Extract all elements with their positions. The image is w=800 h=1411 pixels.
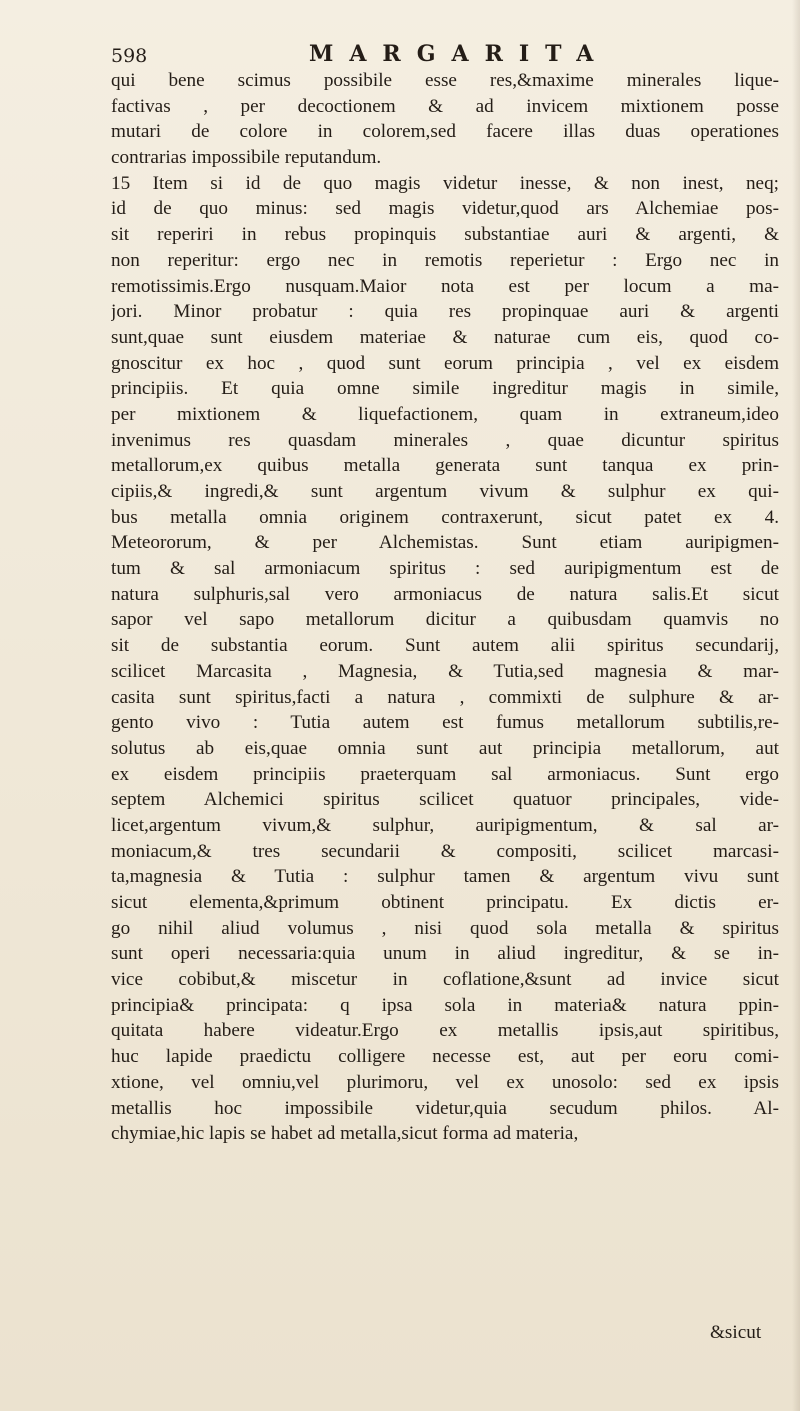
text-line: sapor vel sapo metallorum dicitur a quibusdam quamvis no — [111, 609, 779, 631]
text-line: per mixtionem & liquefactionem, quam in extraneum,ideo — [111, 403, 779, 425]
text-line: huc lapide praedictu colligere necesse est, aut per eoru comi- — [111, 1046, 779, 1068]
body-text — [111, 68, 779, 1147]
catchword: &sicut — [710, 1322, 762, 1343]
text-line: xtione, vel omniu,vel plurimoru, vel ex unosolo: sed ex ipsis — [111, 1071, 779, 1093]
text-line: non reperitur: ergo nec in remotis reperietur : Ergo nec in — [111, 249, 779, 271]
text-line: cipiis,& ingredi,& sunt argentum vivum & sulphur ex qui- — [111, 481, 779, 502]
text-line: sicut elementa,&primum obtinent principatu. Ex dictis er- — [111, 892, 779, 913]
text-line: casita sunt spiritus,facti a natura , commixti de sulphure & ar- — [111, 686, 779, 708]
text-line: scilicet Marcasita , Magnesia, & Tutia,sed magnesia & mar- — [111, 660, 779, 682]
page-number: 598 — [111, 45, 148, 67]
text-line: 15 Item si id de quo magis videtur inesse, & non inest, neq; — [111, 172, 779, 194]
text-line: metallis hoc impossibile videtur,quia secudum philos. Al- — [111, 1097, 779, 1119]
text-line: gento vivo : Tutia autem est fumus metallorum subtilis,re- — [111, 712, 779, 734]
text-line: moniacum,& tres secundarii & compositi, scilicet marcasi- — [111, 840, 779, 862]
text-line: ta,magnesia & Tutia : sulphur tamen & argentum vivu sunt — [111, 866, 779, 888]
text-line: ex eisdem principiis praeterquam sal armoniacus. Sunt ergo — [111, 763, 779, 785]
text-line: Meteororum, & per Alchemistas. Sunt etiam auripigmen- — [111, 532, 779, 554]
text-line: factivas , per decoctionem & ad invicem mixtionem posse — [111, 95, 779, 117]
text-line: qui bene scimus possibile esse res,&maxime minerales lique- — [111, 70, 779, 91]
text-line: vice cobibut,& miscetur in coflatione,&sunt ad invice sicut — [111, 969, 779, 991]
running-head: MARGARITA — [309, 41, 610, 67]
text-line: septem Alchemici spiritus scilicet quatuor principales, vide- — [111, 789, 779, 811]
text-line: id de quo minus: sed magis videtur,quod ars Alchemiae pos- — [111, 198, 779, 220]
text-line: solutus ab eis,quae omnia sunt aut principia metallorum, aut — [111, 737, 779, 759]
text-line: jori. Minor probatur : quia res propinquae auri & argenti — [111, 301, 779, 323]
text-line: go nihil aliud volumus , nisi quod sola metalla & spiritus — [111, 917, 779, 939]
text-line: contrarias impossibile reputandum. — [111, 147, 382, 169]
text-line: mutari de colore in colorem,sed facere illas duas operationes — [111, 121, 779, 143]
text-line: natura sulphuris,sal vero armoniacus de natura salis.Et sicut — [111, 583, 779, 605]
page-edge-shadow — [792, 0, 800, 1411]
text-line: bus metalla omnia originem contraxerunt, sicut patet ex 4. — [111, 506, 779, 528]
page-header — [111, 40, 751, 68]
text-line: quitata habere videatur.Ergo ex metallis ipsis,aut spiritibus, — [111, 1020, 779, 1042]
text-line: invenimus res quasdam minerales , quae dicuntur spiritus — [111, 429, 779, 451]
text-line: gnoscitur ex hoc , quod sunt eorum principia , vel ex eisdem — [111, 352, 779, 374]
text-line: sit reperiri in rebus propinquis substantiae auri & argenti, & — [111, 224, 779, 246]
text-line: principia& principata: q ipsa sola in materia& natura ppin- — [111, 994, 779, 1016]
text-line: principiis. Et quia omne simile ingreditur magis in simile, — [111, 378, 779, 400]
text-line: sunt operi necessaria:quia unum in aliud ingreditur, & se in- — [111, 943, 779, 965]
text-line: sit de substantia eorum. Sunt autem alii spiritus secundarij, — [111, 635, 779, 657]
text-line: licet,argentum vivum,& sulphur, auripigmentum, & sal ar- — [111, 814, 779, 836]
text-line: metallorum,ex quibus metalla generata sunt tanqua ex prin- — [111, 455, 779, 477]
text-line: sunt,quae sunt eiusdem materiae & naturae cum eis, quod co- — [111, 326, 779, 348]
text-line: remotissimis.Ergo nusquam.Maior nota est per locum a ma- — [111, 275, 779, 297]
text-line: chymiae,hic lapis se habet ad metalla,sicut forma ad materia, — [111, 1123, 579, 1145]
text-line: tum & sal armoniacum spiritus : sed auripigmentum est de — [111, 558, 779, 580]
